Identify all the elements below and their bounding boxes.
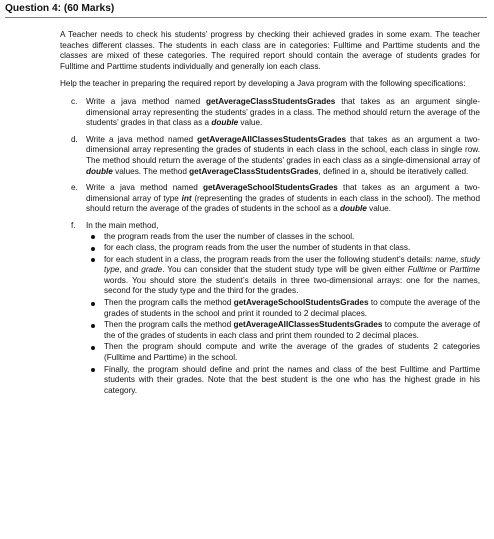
emphasized-text: grade <box>141 265 163 275</box>
text-segment: that takes as an argument a two-dimensional array of type <box>86 183 480 203</box>
bullet-icon <box>91 235 95 239</box>
question-body <box>60 30 480 402</box>
emphasized-text: double <box>86 166 113 176</box>
intro-paragraph: A Teacher needs to check his students’ progress by checking their achieved grades in some exam. The teacher teaches different classes. The students in each class are in categories: Fulltime and Parttime students and the classes are mixed of these categories. The required report should contain the average of students grades for Fulltime and Parttime students individually and generally ion each class. <box>60 30 480 71</box>
bullet-icon <box>91 302 95 306</box>
spec-item-text <box>86 221 480 232</box>
text-segment: to compute the average of the grades of students in the school and print it rounded to 2 decimal places. <box>104 298 481 318</box>
emphasized-text: int <box>181 193 192 203</box>
text-segment: , <box>455 254 461 264</box>
spec-item <box>60 135 480 177</box>
emphasized-text: Parttime <box>449 265 480 275</box>
text-segment: Finally, the program should define and print the names and class of the best Fulltime and Parttime students with their grades. Note that the best student is the one who has the highest grade in his category. <box>104 364 480 395</box>
text-segment: . You can consider that the student study type will be given either <box>162 265 408 275</box>
text-segment: In the main method, <box>86 220 159 230</box>
text-segment: value. <box>238 118 263 128</box>
emphasized-text: getAverageClassStudentsGrades <box>189 166 319 176</box>
bullet-icon <box>91 346 95 350</box>
text-segment: Then the program calls the method <box>104 320 234 330</box>
step-item <box>86 342 480 363</box>
text-segment: values. The method <box>112 166 190 176</box>
text-segment: , and <box>119 265 142 275</box>
main-method-steps <box>86 232 480 397</box>
emphasized-text: getAverageAllClassesStudentsGrades <box>233 320 383 330</box>
emphasized-text: getAverageAllClassesStudentsGrades <box>197 134 347 144</box>
spec-item <box>60 183 480 215</box>
spec-item-text <box>86 97 480 129</box>
text-segment: Then the program calls the method <box>104 298 234 308</box>
text-segment: that takes as an argument a two-dimensional array representing the grades of students in each class in the school, each class in single row. The method should return the average of the students’ grades in each class as a single-dimensional array of <box>86 134 481 165</box>
emphasized-text: getAverageSchoolStudentsGrades <box>203 183 338 193</box>
spec-item-marker: d. <box>71 134 78 144</box>
emphasized-text: study type <box>104 254 480 275</box>
spec-item-marker: f. <box>71 220 76 230</box>
text-segment: Write a java method named <box>86 134 198 144</box>
step-item <box>86 298 480 319</box>
step-item <box>86 232 480 243</box>
text-segment: the program reads from the user the number of classes in the school. <box>104 231 355 241</box>
bullet-icon <box>91 368 95 372</box>
help-paragraph: Help the teacher in preparing the required report by developing a Java program with the following specifications: <box>60 79 466 89</box>
emphasized-text: name <box>435 254 456 264</box>
text-segment: for each student in a class, the program reads from the user the following student’s details: <box>104 254 436 264</box>
emphasized-text: double <box>339 204 367 214</box>
text-segment: for each class, the program reads from the user the number of students in that class. <box>104 243 411 253</box>
text-segment: Write a java method named <box>86 96 206 106</box>
spec-item-marker: c. <box>71 96 78 106</box>
bullet-icon <box>91 247 95 251</box>
text-segment: , defined in a, should be iteratively called. <box>318 166 469 176</box>
text-segment: to compute the average of the of the grades of students in each class and print them rounded to 2 decimal places. <box>104 320 481 340</box>
spec-item <box>60 97 480 129</box>
text-segment: (representing the grades of students in each class in the school). The method should return the average of the grades of students in the school as a <box>86 193 481 214</box>
bullet-icon <box>91 258 95 262</box>
step-item <box>86 243 480 254</box>
spec-item <box>60 221 480 397</box>
spec-item-text <box>86 183 480 215</box>
text-segment: Write a java method named <box>86 183 203 193</box>
emphasized-text: Fulltime <box>407 265 437 275</box>
bullet-icon <box>91 324 95 328</box>
text-segment: or <box>436 265 450 275</box>
step-item <box>86 255 480 297</box>
spec-item-marker: e. <box>71 183 78 193</box>
spec-item-text <box>86 135 480 177</box>
specification-list <box>60 97 480 396</box>
text-segment: that takes as an argument single-dimensional array representing the students’ grades in a class. The method should return the average of the students’ grades in that class as a <box>86 96 480 128</box>
emphasized-text: getAverageClassStudentsGrades <box>205 96 336 106</box>
emphasized-text: double <box>211 118 239 128</box>
emphasized-text: getAverageSchoolStudentsGrades <box>233 298 369 308</box>
step-item <box>86 365 480 397</box>
text-segment: Then the program should compute and write the average of the grades of students 2 categories (Fulltime and Parttime) in the school. <box>104 342 480 363</box>
text-segment: words. You should store the student’s details in three two-dimensional arrays: one for the names, second for the study type and the third for the grades. <box>104 275 480 296</box>
question-title: Question 4: (60 Marks) <box>5 2 487 18</box>
text-segment: value. <box>366 204 391 214</box>
step-item <box>86 320 480 341</box>
